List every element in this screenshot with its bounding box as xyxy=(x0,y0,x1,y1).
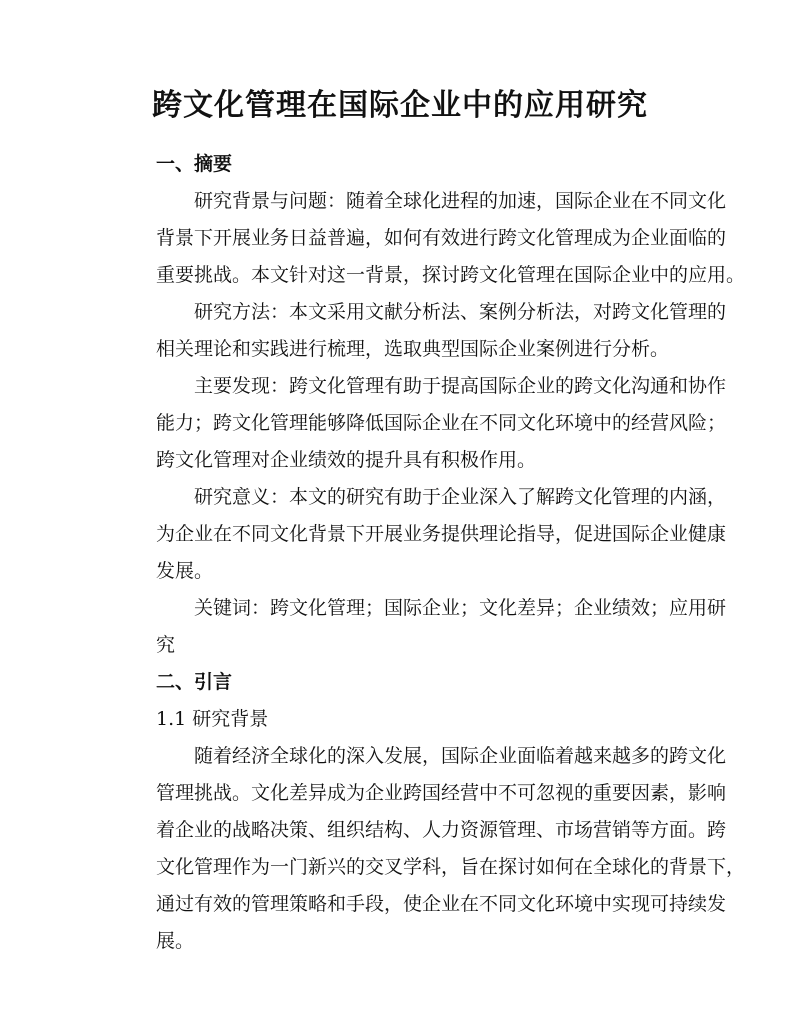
text-line: 能力；跨文化管理能够降低国际企业在不同文化环境中的经营风险； xyxy=(156,412,727,434)
text-line: 背景下开展业务日益普遍，如何有效进行跨文化管理成为企业面临的 xyxy=(156,227,727,249)
abstract-paragraph-findings xyxy=(118,368,727,479)
research-background-subheading: 1.1 研究背景 xyxy=(156,708,269,730)
text-line: 研究方法：本文采用文献分析法、案例分析法，对跨文化管理的 xyxy=(194,301,727,323)
text-line: 随着经济全球化的深入发展，国际企业面临着越来越多的跨文化 xyxy=(194,745,727,767)
abstract-paragraph-method xyxy=(118,294,727,368)
abstract-heading: 一、摘要 xyxy=(156,153,233,175)
abstract-paragraph-background xyxy=(118,183,746,294)
introduction-heading: 二、引言 xyxy=(156,671,233,693)
document-title: 跨文化管理在国际企业中的应用研究 xyxy=(152,88,648,123)
text-line: 发展。 xyxy=(156,560,214,582)
text-line: 相关理论和实践进行梳理，选取典型国际企业案例进行分析。 xyxy=(156,338,670,360)
text-line: 通过有效的管理策略和手段，使企业在不同文化环境中实现可持续发 xyxy=(156,893,727,915)
text-line: 为企业在不同文化背景下开展业务提供理论指导，促进国际企业健康 xyxy=(156,523,727,545)
text-line: 着企业的战略决策、组织结构、人力资源管理、市场营销等方面。跨 xyxy=(156,819,727,841)
text-line: 管理挑战。文化差异成为企业跨国经营中不可忽视的重要因素，影响 xyxy=(156,782,727,804)
text-line: 重要挑战。本文针对这一背景，探讨跨文化管理在国际企业中的应用。 xyxy=(156,264,746,286)
document-body xyxy=(118,146,746,960)
text-line: 跨文化管理对企业绩效的提升具有积极作用。 xyxy=(156,449,537,471)
text-line: 研究意义：本文的研究有助于企业深入了解跨文化管理的内涵， xyxy=(194,486,727,508)
introduction-paragraph xyxy=(118,738,746,960)
text-line: 文化管理作为一门新兴的交叉学科，旨在探讨如何在全球化的背景下， xyxy=(156,856,746,878)
abstract-paragraph-significance xyxy=(118,479,727,590)
text-line: 主要发现：跨文化管理有助于提高国际企业的跨文化沟通和协作 xyxy=(194,375,727,397)
text-line: 关键词：跨文化管理；国际企业；文化差异；企业绩效；应用研 xyxy=(194,597,727,619)
keywords-paragraph xyxy=(118,590,727,664)
text-line: 研究背景与问题：随着全球化进程的加速，国际企业在不同文化 xyxy=(194,190,727,212)
text-line: 展。 xyxy=(156,930,195,952)
text-line: 究 xyxy=(156,634,176,656)
